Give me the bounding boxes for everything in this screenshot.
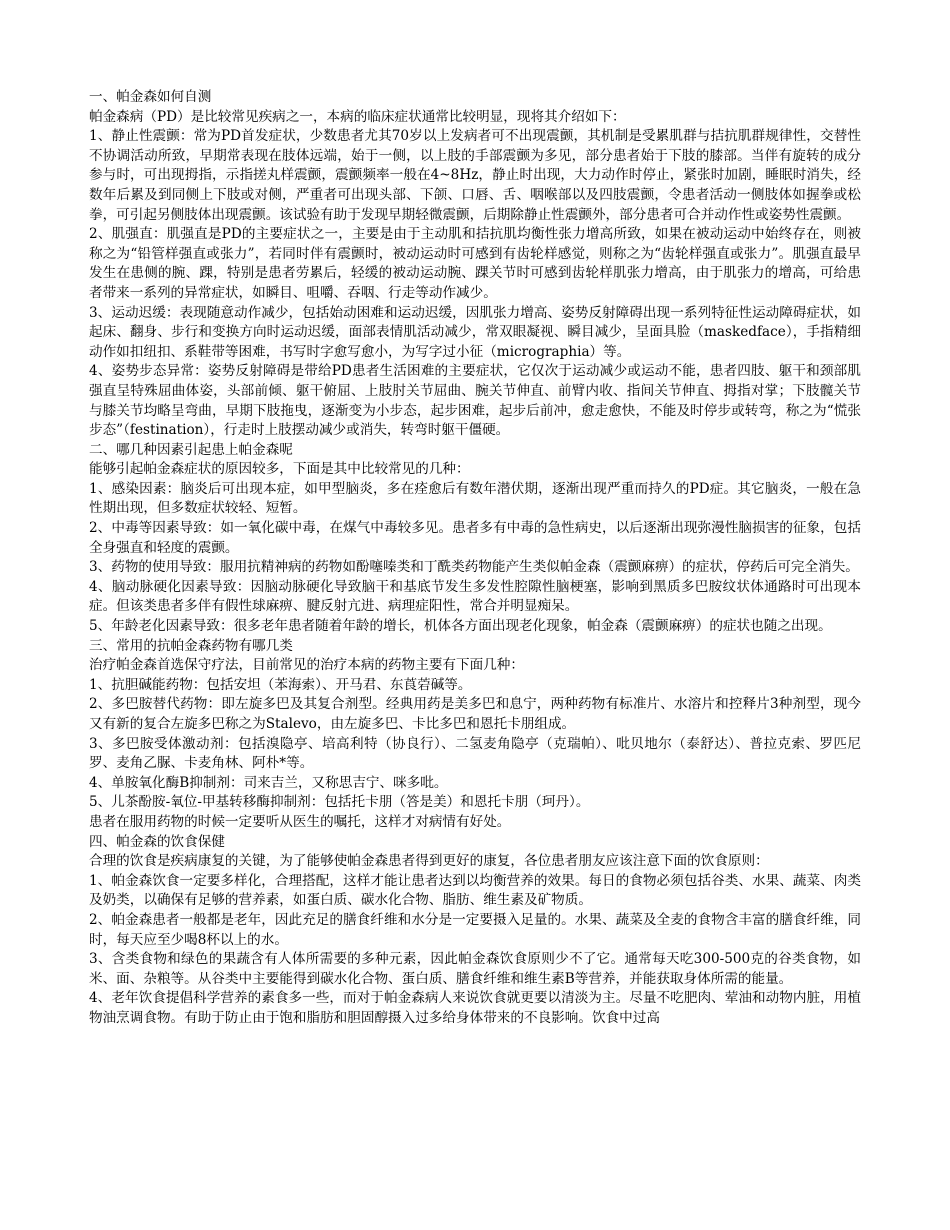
- paragraph-drug-anticholinergic: 1、抗胆碱能药物：包括安坦（苯海索）、开马君、东莨菪碱等。: [89, 676, 472, 693]
- paragraph-rigidity: 2、肌强直：肌强直是PD的主要症状之一，主要是由于主动肌和拮抗肌均衡性张力增高所致，如果在被动运动中始终存在，则被称之为“铅管样强直或张力”，若同时伴有震颤时，被动运动时可感到有齿轮样感觉，则称之为“齿轮样强直或张力”。肌强直最早发生在患侧的腕、踝，特别是患者劳累后，轻缓的被动运动腕、踝关节时可感到齿轮样肌张力增高，由于肌张力的增高，可给患者带来一系列的异常症状，如瞬目、咀嚼、吞咽、行走等动作减少。: [89, 226, 861, 301]
- paragraph-diet-intro: 合理的饮食是疾病康复的关键，为了能够使帕金森患者得到更好的康复，各位患者朋友应该注意下面的饮食原则：: [89, 853, 769, 870]
- paragraph-cause-aging: 5、年龄老化因素导致：很多老年患者随着年龄的增长，机体各方面出现老化现象，帕金森（震颤麻痹）的症状也随之出现。: [89, 618, 832, 635]
- section-heading-drugs: 三、常用的抗帕金森药物有哪几类: [89, 637, 293, 654]
- paragraph-cause-poisoning: 2、中毒等因素导致：如一氧化碳中毒，在煤气中毒较多见。患者多有中毒的急性病史，以后逐渐出现弥漫性脑损害的征象，包括全身强直和轻度的震颤。: [89, 520, 861, 556]
- paragraph-cause-infection: 1、感染因素：脑炎后可出现本症，如甲型脑炎，多在痊愈后有数年潜伏期，逐渐出现严重而持久的PD症。其它脑炎，一般在急性期出现，但多数症状较轻、短暂。: [89, 480, 861, 517]
- section-heading-self-test: 一、帕金森如何自测: [89, 89, 212, 105]
- paragraph-cause-arteriosclerosis: 4、脑动脉硬化因素导致：因脑动脉硬化导致脑干和基底节发生多发性腔隙性脑梗塞，影响到黑质多巴胺纹状体通路时可出现本症。但该类患者多伴有假性球麻痹、腱反射亢进、病理症阳性，常合并明显痴呆。: [89, 578, 861, 615]
- paragraph-diet-variety: 1、帕金森饮食一定要多样化，合理搭配，这样才能让患者达到以均衡营养的效果。每日的食物必须包括谷类、水果、蔬菜、肉类及奶类，以确保有足够的营养素，如蛋白质、碳水化合物、脂肪、维生素及矿物质。: [89, 872, 861, 909]
- paragraph-diet-grains: 3、含类食物和绿色的果蔬含有人体所需要的多种元素，因此帕金森饮食原则少不了它。通常每天吃300-500克的谷类食物，如米、面、杂粮等。从谷类中主要能得到碳水化合物、蛋白质、膳食纤维和维生素B等营养，并能获取身体所需的能量。: [89, 951, 861, 987]
- paragraph-posture-gait: 4、姿势步态异常：姿势反射障碍是带给PD患者生活困难的主要症状，它仅次于运动减少或运动不能，患者四肢、躯干和颈部肌强直呈特殊屈曲体姿，头部前倾、躯干俯屈、上肢肘关节屈曲、腕关节伸直、前臂内收、指间关节伸直、拇指对掌；下肢髋关节与膝关节均略呈弯曲，早期下肢拖曳，逐渐变为小步态，起步困难，起步后前冲，愈走愈快，不能及时停步或转弯，称之为“慌张步态”（festination），行走时上肢摆动减少或消失，转弯时躯干僵硬。: [89, 363, 861, 439]
- paragraph-bradykinesia: 3、运动迟缓：表现随意动作减少，包括始动困难和运动迟缓，因肌张力增高、姿势反射障碍出现一系列特征性运动障碍症状，如起床、翻身、步行和变换方向时运动迟缓，面部表情肌活动减少，常双眼凝视、瞬目减少，呈面具脸（maskedface），手指精细动作如扣纽扣、系鞋带等困难，书写时字愈写愈小，为写字过小征（micrographia）等。: [89, 304, 861, 360]
- paragraph-drugs-intro: 治疗帕金森首选保守疗法，目前常见的治疗本病的药物主要有下面几种：: [89, 657, 524, 674]
- paragraph-tremor: 1、静止性震颤：常为PD首发症状，少数患者尤其70岁以上发病者可不出现震颤，其机制是受累肌群与拮抗肌群规律性，交替性不协调活动所致，早期常表现在肢体远端，始于一侧，以上肢的手部震颤为多见，部分患者始于下肢的膝部。当伴有旋转的成分参与时，可出现拇指，示指搓丸样震颤，震颤频率一般在4~8Hz，静止时出现，大力动作时停止，紧张时加剧，睡眠时消失，经数年后累及到同侧上下肢或对侧，严重者可出现头部、下颌、口唇、舌、咽喉部以及四肢震颤，令患者活动一侧肢体如握拳或松拳，可引起另侧肢体出现震颤。该试验有助于发现早期轻微震颤，后期除静止性震颤外，部分患者可合并动作性或姿势性震颤。: [89, 128, 861, 223]
- paragraph-diet-fiber-water: 2、帕金森患者一般都是老年，因此充足的膳食纤维和水分是一定要摄入足量的。水果、蔬菜及全麦的食物含丰富的膳食纤维，同时，每天应至少喝8杯以上的水。: [89, 911, 861, 948]
- paragraph-drug-dopamine-agonist: 3、多巴胺受体激动剂：包括溴隐亭、培高利特（协良行）、二氢麦角隐亭（克瑞帕）、吡贝地尔（泰舒达）、普拉克索、罗匹尼罗、麦角乙脲、卡麦角林、阿朴*等。: [89, 735, 861, 772]
- paragraph-drug-mao-b: 4、单胺氧化酶B抑制剂：司来吉兰，又称思吉宁、咪多吡。: [89, 774, 448, 791]
- document-body: [89, 88, 861, 1029]
- paragraph-intro: 帕金森病（PD）是比较常见疾病之一，本病的临床症状通常比较明显，现将其介绍如下：: [89, 108, 626, 125]
- paragraph-diet-light: 4、老年饮食提倡科学营养的素食多一些，而对于帕金森病人来说饮食就更要以清淡为主。尽量不吃肥肉、荤油和动物内脏，用植物油烹调食物。有助于防止由于饱和脂肪和胆固醇摄入过多给身体带来的不良影响。饮食中过高: [89, 990, 861, 1026]
- section-heading-diet: 四、帕金森的饮食保健: [89, 833, 225, 850]
- paragraph-drug-comt: 5、儿茶酚胺-氧位-甲基转移酶抑制剂：包括托卡朋（答是美）和恩托卡朋（珂丹）。: [89, 794, 590, 811]
- paragraph-causes-intro: 能够引起帕金森症状的原因较多，下面是其中比较常见的几种：: [89, 461, 470, 478]
- section-heading-causes: 二、哪几种因素引起患上帕金森呢: [89, 441, 293, 458]
- paragraph-drug-dopamine-replacement: 2、多巴胺替代药物：即左旋多巴及其复合剂型。经典用药是美多巴和息宁，两种药物有标准片、水溶片和控释片3种剂型，现今又有新的复合左旋多巴称之为Stalevo，由左旋多巴、卡比多巴和恩托卡朋组成。: [89, 696, 861, 732]
- paragraph-cause-drugs: 3、药物的使用导致：服用抗精神病的药物如酚噻嗪类和丁酰类药物能产生类似帕金森（震颤麻痹）的症状，停药后可完全消失。: [89, 559, 859, 576]
- paragraph-drug-advice: 患者在服用药物的时候一定要听从医生的嘱托，这样才对病情有好处。: [89, 813, 511, 830]
